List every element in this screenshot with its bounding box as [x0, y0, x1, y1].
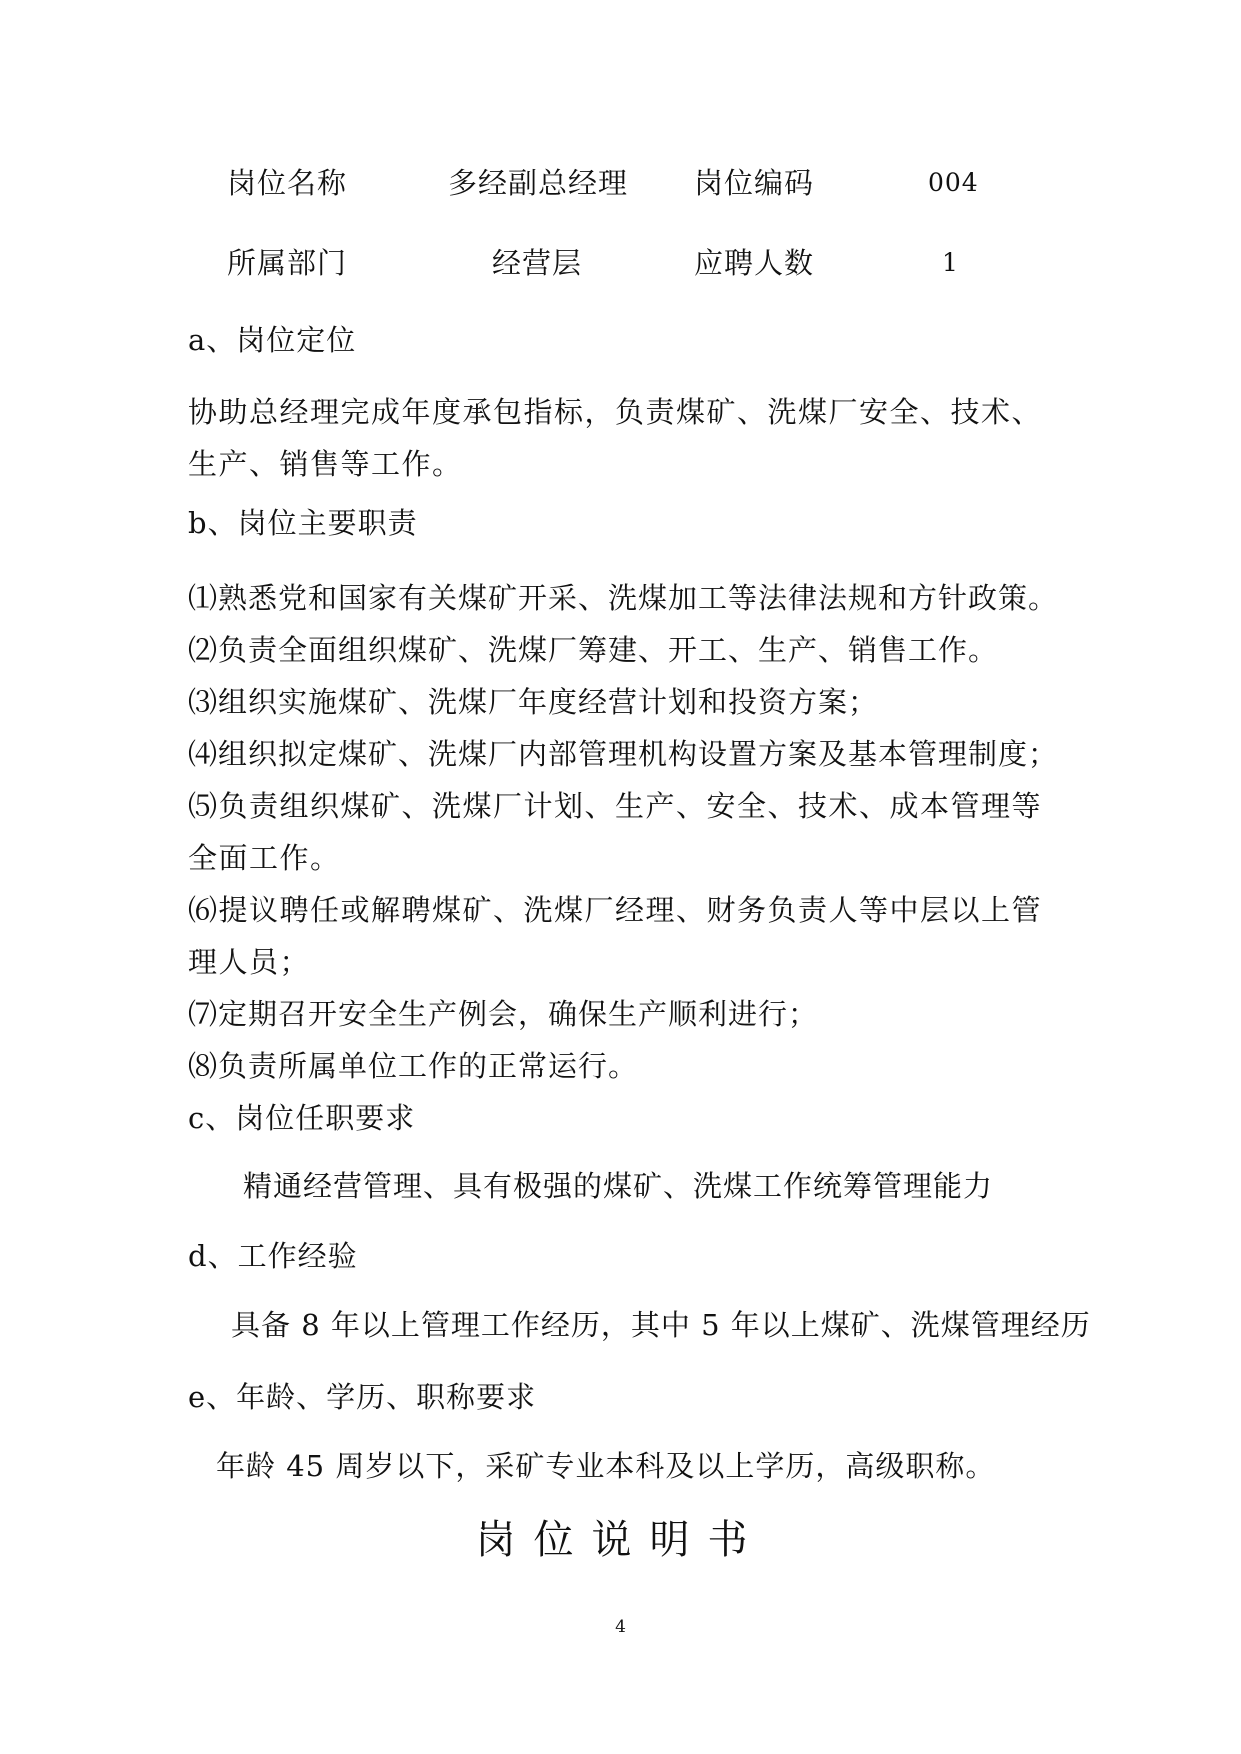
- page-number: 4: [615, 1617, 626, 1637]
- duty-item: ⑴熟悉党和国家有关煤矿开采、洗煤加工等法律法规和方针政策。: [188, 581, 1059, 615]
- section-e-heading: e、年龄、学历、职称要求: [188, 1380, 537, 1414]
- section-d-body: 具备 8 年以上管理工作经历，其中 5 年以上煤矿、洗煤管理经历: [231, 1308, 1091, 1342]
- value-position-code: 004: [928, 168, 979, 197]
- document-title: 岗位说明书: [475, 1517, 766, 1563]
- value-position-name: 多经副总经理: [448, 166, 629, 200]
- duty-item: ⑹提议聘任或解聘煤矿、洗煤厂经理、财务负责人等中层以上管理人员；: [188, 893, 1043, 979]
- value-headcount: 1: [942, 248, 959, 277]
- duty-item: ⑻负责所属单位工作的正常运行。: [188, 1049, 639, 1083]
- duty-item: ⑸负责组织煤矿、洗煤厂计划、生产、安全、技术、成本管理等全面工作。: [188, 789, 1043, 875]
- section-a-heading: a、岗位定位: [188, 323, 357, 357]
- section-b-heading: b、岗位主要职责: [188, 506, 418, 540]
- duty-item: ⑵负责全面组织煤矿、洗煤厂筹建、开工、生产、销售工作。: [188, 633, 999, 667]
- section-e-body: 年龄 45 周岁以下，采矿专业本科及以上学历，高级职称。: [216, 1449, 996, 1483]
- value-department: 经营层: [492, 246, 583, 280]
- label-position-name: 岗位名称: [227, 166, 348, 200]
- section-c-heading: c、岗位任职要求: [188, 1101, 416, 1135]
- label-department: 所属部门: [227, 246, 348, 280]
- duty-item: ⑶组织实施煤矿、洗煤厂年度经营计划和投资方案；: [188, 685, 879, 719]
- section-d-heading: d、工作经验: [188, 1239, 358, 1273]
- label-headcount: 应聘人数: [694, 246, 815, 280]
- duty-item: ⑷组织拟定煤矿、洗煤厂内部管理机构设置方案及基本管理制度；: [188, 737, 1059, 771]
- section-c-body: 精通经营管理、具有极强的煤矿、洗煤工作统筹管理能力: [243, 1169, 994, 1203]
- section-a-body: 协助总经理完成年度承包指标，负责煤矿、洗煤厂安全、技术、生产、销售等工作。: [188, 395, 1043, 481]
- duty-item: ⑺定期召开安全生产例会，确保生产顺利进行；: [188, 997, 819, 1031]
- label-position-code: 岗位编码: [694, 166, 815, 200]
